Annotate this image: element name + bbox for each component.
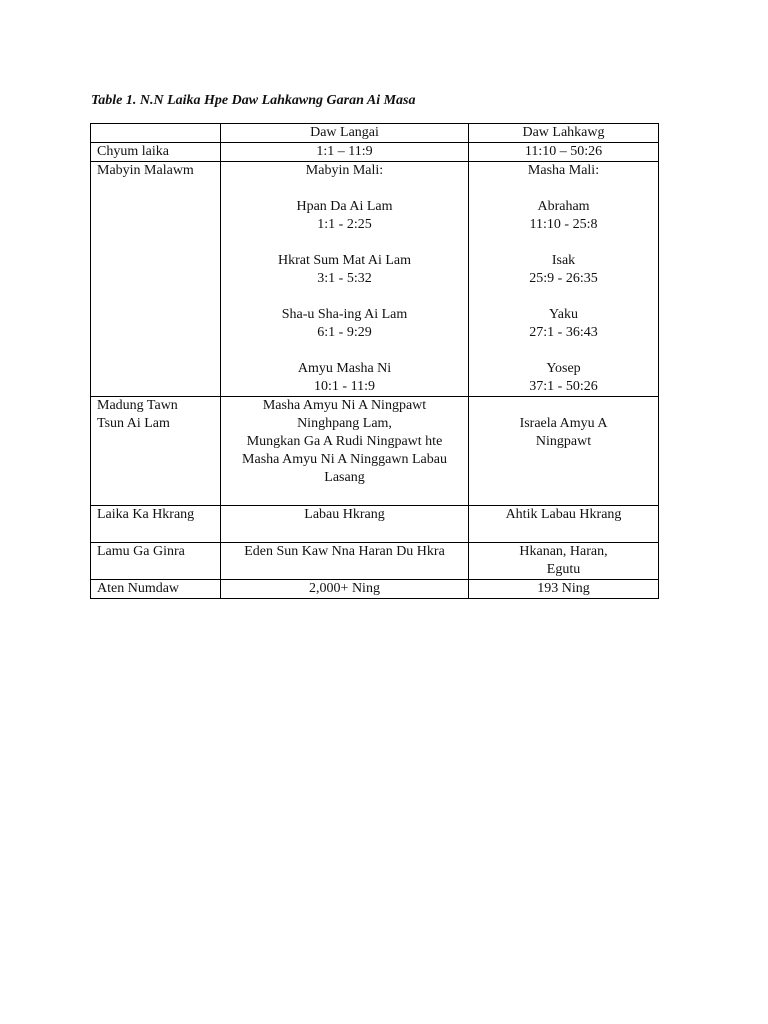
cell-text-line: Ninghpang Lam, xyxy=(297,416,392,431)
cell-text-line: Lasang xyxy=(324,470,365,485)
cell-text-line: Masha Mali: xyxy=(527,163,600,178)
cell-text-line xyxy=(475,180,652,198)
row-label-cell xyxy=(91,580,221,599)
cell-text-line: Isak xyxy=(551,253,576,268)
header-cell-daw-lahkawg: Daw Lahkawg xyxy=(469,124,659,143)
cell-text-line: Hkanan, Haran, xyxy=(519,544,608,559)
table-caption: Table 1. N.N Laika Hpe Daw Lahkawng Garan Ai Masa xyxy=(91,93,416,108)
daw-lahkawg-cell xyxy=(469,143,659,162)
table-row xyxy=(91,580,659,599)
daw-langai-cell xyxy=(221,580,469,599)
cell-text-line xyxy=(227,524,462,542)
cell-text-line: Madung Tawn xyxy=(97,398,178,413)
cell-text-line: Aten Numdaw xyxy=(97,581,180,596)
cell-text-line xyxy=(227,180,462,198)
row-label-cell xyxy=(91,162,221,397)
daw-lahkawg-cell xyxy=(469,506,659,543)
cell-text-line xyxy=(227,487,462,505)
cell-text-line: 37:1 - 50:26 xyxy=(529,379,598,394)
cell-text-line xyxy=(475,288,652,306)
cell-text-line: 11:10 – 50:26 xyxy=(524,144,603,159)
daw-langai-cell xyxy=(221,397,469,506)
table-row xyxy=(91,543,659,580)
cell-text-line: Tsun Ai Lam xyxy=(97,416,170,431)
cell-text-line xyxy=(227,234,462,252)
daw-langai-cell xyxy=(221,143,469,162)
cell-text-line: Yaku xyxy=(549,307,578,322)
cell-text-line: 6:1 - 9:29 xyxy=(317,325,372,340)
cell-text-line xyxy=(227,288,462,306)
header-cell-empty xyxy=(91,124,221,143)
cell-text-line: 1:1 – 11:9 xyxy=(316,144,373,159)
header-cell-daw-langai: Daw Langai xyxy=(221,124,469,143)
cell-text-line: Masha Amyu Ni A Ningpawt xyxy=(262,398,427,413)
cell-text-line xyxy=(475,397,652,415)
row-label-cell xyxy=(91,506,221,543)
cell-text-line: Mabyin Malawm xyxy=(97,163,194,178)
row-label-cell xyxy=(91,397,221,506)
cell-text-line xyxy=(475,342,652,360)
cell-text-line xyxy=(475,234,652,252)
cell-text-line: Hkrat Sum Mat Ai Lam xyxy=(278,253,411,268)
cell-text-line xyxy=(227,342,462,360)
cell-text-line: 10:1 - 11:9 xyxy=(314,379,375,394)
cell-text-line: Israela Amyu A xyxy=(519,416,608,431)
cell-text-line: Egutu xyxy=(546,562,581,577)
cell-text-line: 1:1 - 2:25 xyxy=(317,217,372,232)
cell-text-line: Hpan Da Ai Lam xyxy=(296,199,393,214)
cell-text-line: 27:1 - 36:43 xyxy=(529,325,598,340)
cell-text-line: Amyu Masha Ni xyxy=(297,361,392,376)
cell-text-line: 193 Ning xyxy=(537,581,590,596)
cell-text-line: Ningpawt xyxy=(535,434,592,449)
table-row xyxy=(91,162,659,397)
daw-langai-cell xyxy=(221,162,469,397)
daw-lahkawg-cell xyxy=(469,580,659,599)
daw-langai-cell xyxy=(221,543,469,580)
table-row xyxy=(91,143,659,162)
cell-text-line: Abraham xyxy=(537,199,590,214)
cell-text-line: Eden Sun Kaw Nna Haran Du Hkra xyxy=(244,544,445,559)
daw-lahkawg-cell xyxy=(469,543,659,580)
table-body xyxy=(91,124,659,599)
cell-text-line: Labau Hkrang xyxy=(304,507,385,522)
cell-text-line: Sha-u Sha-ing Ai Lam xyxy=(281,307,408,322)
cell-text-line: Masha Amyu Ni A Ninggawn Labau xyxy=(242,452,447,467)
table-header-row xyxy=(91,124,659,143)
daw-lahkawg-cell xyxy=(469,162,659,397)
cell-text-line: 25:9 - 26:35 xyxy=(529,271,598,286)
cell-text-line: 2,000+ Ning xyxy=(309,581,380,596)
cell-text-line: Mabyin Mali: xyxy=(305,163,384,178)
cell-text-line: Laika Ka Hkrang xyxy=(97,507,195,522)
cell-text-line: Chyum laika xyxy=(97,144,169,159)
cell-text-line: Lamu Ga Ginra xyxy=(97,544,185,559)
cell-text-line: Yosep xyxy=(546,361,581,376)
cell-text-line: 3:1 - 5:32 xyxy=(317,271,372,286)
cell-text-line: 11:10 - 25:8 xyxy=(529,217,598,232)
comparison-table xyxy=(90,123,659,599)
cell-text-line: Ahtik Labau Hkrang xyxy=(505,507,622,522)
row-label-cell xyxy=(91,143,221,162)
row-label-cell xyxy=(91,543,221,580)
cell-text-line: Mungkan Ga A Rudi Ningpawt hte xyxy=(246,434,443,449)
daw-lahkawg-cell xyxy=(469,397,659,506)
daw-langai-cell xyxy=(221,506,469,543)
table-row xyxy=(91,397,659,506)
table-row xyxy=(91,506,659,543)
